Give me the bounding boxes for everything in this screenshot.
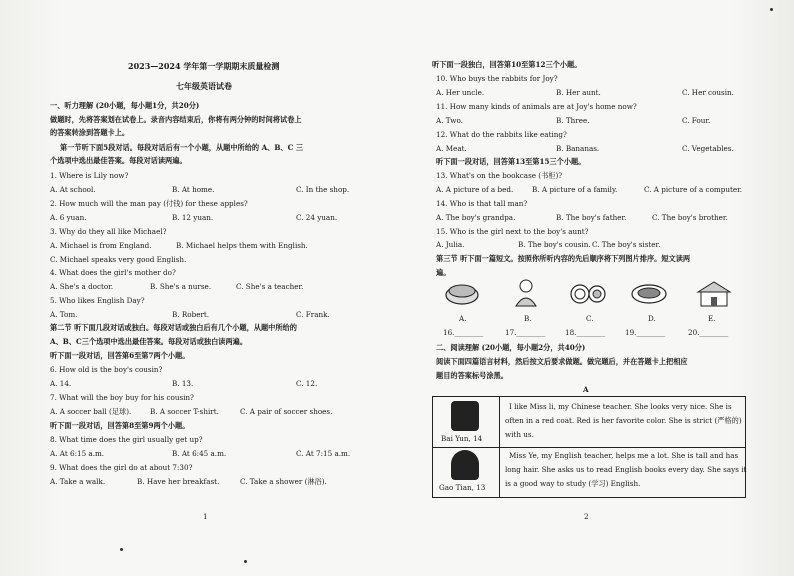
q12-option-c: C. Vegetables. — [682, 144, 734, 153]
q9-option-a: A. Take a walk. — [50, 477, 106, 486]
passage-a-table — [432, 396, 746, 498]
q14-option-a: A. The boy's grandpa. — [436, 213, 516, 222]
student-name: Gao Tian, 13 — [439, 483, 486, 492]
section3-instruction-line1: 第三节 听下面一篇短文。按照你所听内容的先后顺序将下列图片排序。短文读两 — [436, 254, 691, 263]
instruction-10-12: 听下面一段独白，回答第10至第12三个小题。 — [432, 60, 582, 69]
q4-option-c: C. She's a teacher. — [236, 282, 304, 291]
passage-text-line: with us. — [505, 430, 534, 439]
question-13: 13. What's on the bookcase (书柜)? — [436, 171, 563, 180]
part1-instruction-line2: 的答案转涂到答题卡上。 — [50, 128, 130, 137]
q2-option-b: B. 12 yuan. — [172, 213, 214, 222]
q15-option-b: B. The boy's cousin. — [518, 240, 591, 249]
q14-option-b: B. The boy's father. — [556, 213, 627, 222]
passage-text-line: Miss Ye, my English teacher, helps me a lot. She is tall and has — [509, 451, 739, 460]
q13-option-c: C. A picture of a computer. — [644, 185, 743, 194]
q2-option-a: A. 6 yuan. — [50, 213, 87, 222]
section3-instruction-line2: 遍。 — [436, 268, 451, 277]
q10-option-c: C. Her cousin. — [682, 88, 734, 97]
question-5: 5. Who likes English Day? — [50, 296, 145, 305]
picture-label-a: A. — [459, 314, 467, 323]
q13-option-a: A. A picture of a bed. — [436, 185, 514, 194]
q7-option-c: C. A pair of soccer shoes. — [240, 407, 333, 416]
section2-instruction-line1: 第二节 听下面几段对话或独白。每段对话或独白后有几个小题，从题中所给的 — [50, 323, 297, 332]
passage-label: A — [583, 385, 589, 394]
q11-option-a: A. Two. — [436, 116, 463, 125]
q12-option-b: B. Bananas. — [556, 144, 600, 153]
q7-option-a: A. A soccer ball (足球). — [50, 407, 132, 416]
q6-option-c: C. 12. — [296, 379, 318, 388]
q9-option-c: C. Take a shower (淋浴). — [240, 477, 327, 486]
part1-heading: 一、听力理解 (20小题，每小题1分，共20分) — [50, 101, 200, 110]
table-row — [433, 397, 745, 448]
q11-option-b: B. Three. — [556, 116, 590, 125]
exam-title: 2023—2024 学年第一学期期末质量检测 — [128, 61, 280, 71]
q3-option-c: C. Michael speaks very good English. — [50, 255, 187, 264]
q11-option-c: C. Four. — [682, 116, 711, 125]
page-number-left: 1 — [203, 512, 208, 521]
q6-option-b: B. 13. — [172, 379, 194, 388]
part2-instruction-line1: 阅读下面四篇语言材料，然后按文后要求做题。做完题后，并在答题卡上把相应 — [436, 357, 688, 366]
answer-blank-18[interactable]: 18.________ — [565, 328, 606, 337]
q10-option-b: B. Her aunt. — [556, 88, 601, 97]
q14-option-c: C. The boy's brother. — [652, 213, 728, 222]
table-row — [433, 447, 745, 497]
q12-option-a: A. Meat. — [436, 144, 467, 153]
q5-option-b: B. Robert. — [172, 310, 210, 319]
passage-text-line: long hair. She asks us to read English books every day. She says it — [505, 465, 747, 474]
question-8: 8. What time does the girl usually get up? — [50, 435, 203, 444]
q2-option-c: C. 24 yuan. — [296, 213, 338, 222]
answer-blank-16[interactable]: 16.________ — [443, 328, 484, 337]
q1-option-b: B. At home. — [172, 185, 215, 194]
dish-picture — [630, 280, 668, 306]
q10-option-a: A. Her uncle. — [436, 88, 485, 97]
exam-subtitle: 七年级英语试卷 — [176, 81, 232, 91]
picture-label-b: B. — [524, 314, 532, 323]
section2-instruction-line2: A、B、C三个选项中选出最佳答案。每段对话或独白读两遍。 — [50, 337, 248, 346]
q3-option-a: A. Michael is from England. — [50, 241, 152, 250]
section1-instruction-line2: 个选项中选出最佳答案。每段对话读两遍。 — [50, 156, 187, 165]
scan-speck — [244, 560, 247, 563]
passage-text-line: I like Miss li, my Chinese teacher. She looks very nice. She is — [509, 402, 732, 411]
q1-option-a: A. At school. — [50, 185, 96, 194]
part2-instruction-line2: 题目的答案标号涂黑。 — [436, 371, 508, 380]
question-4: 4. What does the girl's mother do? — [50, 268, 176, 277]
avatar — [451, 401, 479, 431]
bread-picture — [444, 280, 480, 306]
q4-option-a: A. She's a doctor. — [50, 282, 114, 291]
question-15: 15. Who is the girl next to the boy's aunt? — [436, 227, 589, 236]
answer-blank-19[interactable]: 19.________ — [625, 328, 666, 337]
avatar — [451, 450, 479, 480]
picture-label-c: C. — [586, 314, 594, 323]
q1-option-c: C. In the shop. — [296, 185, 350, 194]
question-10: 10. Who buys the rabbits for Joy? — [436, 74, 558, 83]
scan-speck — [770, 8, 773, 11]
question-2: 2. How much will the man pay (付钱) for these apples? — [50, 199, 248, 208]
house-picture — [694, 278, 734, 308]
q8-option-a: A. At 6:15 a.m. — [50, 449, 105, 458]
section2-instruction-line3: 听下面一段对话，回答第6至第7两个小题。 — [50, 351, 190, 360]
answer-blank-20[interactable]: 20.________ — [688, 328, 729, 337]
q6-option-a: A. 14. — [50, 379, 72, 388]
q8-option-b: B. At 6:45 a.m. — [172, 449, 227, 458]
scan-speck — [120, 548, 123, 551]
instruction-13-15: 听下面一段对话，回答第13至第15三个小题。 — [436, 157, 586, 166]
q15-option-c: C. The boy's sister. — [592, 240, 661, 249]
q9-option-b: B. Have her breakfast. — [137, 477, 220, 486]
student-name: Bai Yun, 14 — [441, 434, 483, 443]
q15-option-a: A. Julia. — [436, 240, 465, 249]
q4-option-b: B. She's a nurse. — [150, 282, 212, 291]
picture-label-e: E. — [708, 314, 716, 323]
question-14: 14. Who is that tall man? — [436, 199, 528, 208]
q8-option-c: C. At 7:15 a.m. — [296, 449, 351, 458]
section1-instruction-line1: 第一节听下面5段对话。每段对话后有一个小题，从题中所给的 A、B、C 三 — [60, 143, 304, 152]
section2-instruction-line4: 听下面一段对话，回答第8至第9两个小题。 — [50, 421, 190, 430]
question-1: 1. Where is Lily now? — [50, 171, 129, 180]
person-eating-picture — [512, 278, 540, 308]
picture-label-d: D. — [648, 314, 656, 323]
question-3: 3. Why do they all like Michael? — [50, 227, 167, 236]
q3-option-b: B. Michael helps them with English. — [176, 241, 308, 250]
question-11: 11. How many kinds of animals are at Joy's home now? — [436, 102, 637, 111]
part1-instruction-line1: 做题时，先将答案划在试卷上。录音内容结束后，你将有两分钟的时间将试卷上 — [50, 115, 302, 124]
passage-text-line: often in a red coat. Red is her favorite color. She is strict (严格的) — [505, 416, 742, 425]
q7-option-b: B. A soccer T-shirt. — [150, 407, 219, 416]
answer-blank-17[interactable]: 17.________ — [505, 328, 546, 337]
q13-option-b: B. A picture of a family. — [532, 185, 618, 194]
q5-option-c: C. Frank. — [296, 310, 330, 319]
question-6: 6. How old is the boy's cousin? — [50, 365, 163, 374]
question-12: 12. What do the rabbits like eating? — [436, 130, 567, 139]
page-number-right: 2 — [584, 512, 589, 521]
plates-picture — [568, 282, 608, 306]
q5-option-a: A. Tom. — [50, 310, 78, 319]
passage-text-line: is a good way to study (学习) English. — [505, 479, 641, 488]
question-9: 9. What does the girl do at about 7:30? — [50, 463, 193, 472]
question-7: 7. What will the boy buy for his cousin? — [50, 393, 194, 402]
part2-heading: 二、阅读理解 (20小题，每小题2分，共40分) — [436, 343, 586, 352]
